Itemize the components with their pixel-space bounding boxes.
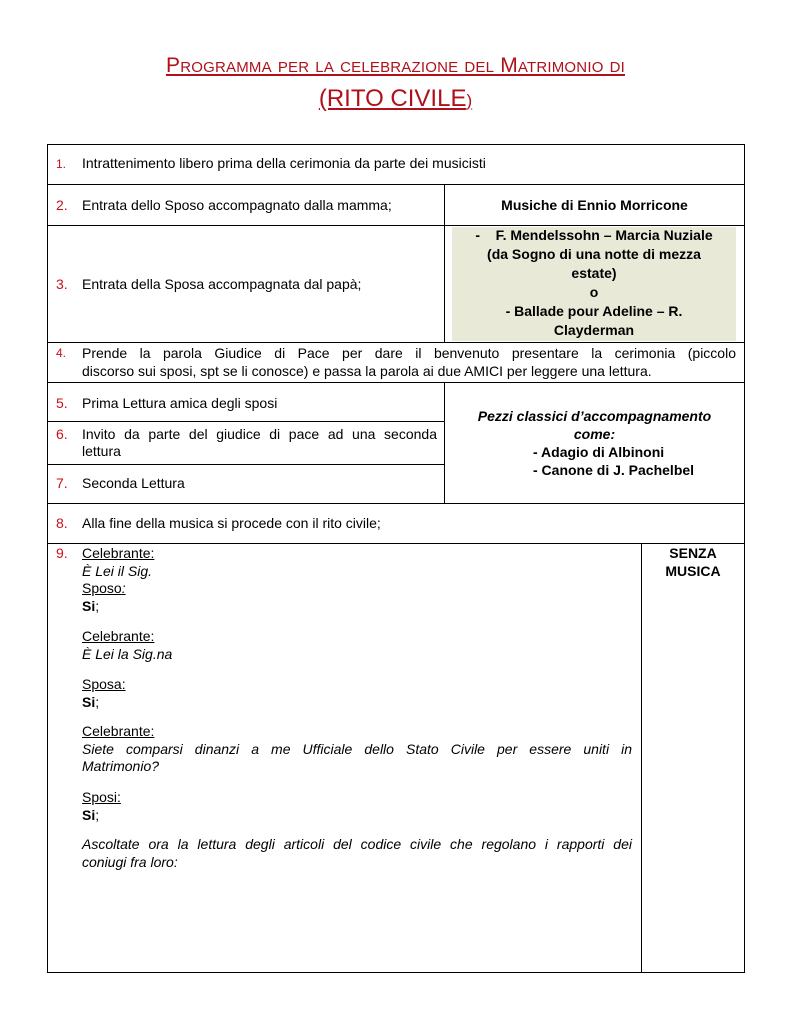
row-4-text-line-1: Prende la parola Giudice di Pace per dare il benvenuto presentare la cerimonia (piccolo <box>82 345 736 361</box>
row-3-music-line: estate) <box>571 265 617 281</box>
question-marriage-line-2: Matrimonio? <box>82 758 160 774</box>
question-signorina: È Lei la Sig.na <box>82 645 173 662</box>
row-4-text-line-2: discorso sui sposi, spt se li conosce) e passa la parola ai due AMICI per leggere una lettura. <box>82 363 652 379</box>
row-3-music-line: Clayderman <box>553 322 635 338</box>
row-2-number: 2. <box>56 197 68 213</box>
row-6-text-line-2: lettura <box>82 443 121 459</box>
title-closing-paren: ) <box>466 91 473 110</box>
dialogue-block-4 <box>82 723 632 776</box>
row-3-text: Entrata della Sposa accompagnata dal papà; <box>82 276 362 292</box>
dialogue-block-5 <box>82 789 632 824</box>
row-3-music <box>452 226 736 340</box>
classical-heading-2: come: <box>573 426 616 442</box>
sposi-label: Sposi: <box>82 789 121 805</box>
title-line-1: Programma per la celebrazione del Matrimonio di <box>165 54 626 77</box>
answer-semicolon: ; <box>95 806 100 823</box>
celebrante-label: Celebrante: <box>82 628 155 644</box>
row-8-number: 8. <box>56 515 68 531</box>
answer-line <box>82 598 632 616</box>
row-8-text: Alla fine della musica si procede con il rito civile; <box>82 515 381 531</box>
row-4-number: 4. <box>56 346 67 360</box>
column-divider <box>641 543 642 973</box>
row-7-text: Seconda Lettura <box>82 475 185 491</box>
answer-semicolon: ; <box>95 693 100 710</box>
row-3-music-line: o <box>589 284 599 300</box>
closing-line-1: Ascoltate ora la lettura degli articoli del codice civile che regolano i rapporti dei <box>82 836 632 852</box>
no-music-line-1: SENZA <box>669 545 717 561</box>
answer-semicolon: ; <box>95 597 100 614</box>
row-2-text: Entrata dello Sposo accompagnato dalla mamma; <box>82 197 392 213</box>
closing-line-2: coniugi fra loro: <box>82 853 178 870</box>
no-music-line-2: MUSICA <box>665 563 721 579</box>
row-divider <box>47 421 444 422</box>
celebrante-label: Celebrante: <box>82 723 155 739</box>
dialogue-block-6 <box>82 836 632 871</box>
classical-item-1: - Adagio di Albinoni <box>533 444 665 460</box>
answer-line <box>82 694 632 712</box>
row-2-music: Musiche di Ennio Morricone <box>501 197 688 213</box>
sposo-label-line <box>82 580 632 598</box>
row-5-text: Prima Lettura amica degli sposi <box>82 395 278 411</box>
classical-item-2: - Canone di J. Pachelbel <box>533 462 695 478</box>
sposo-label: Sposo <box>82 580 122 596</box>
sposa-label: Sposa: <box>82 676 126 692</box>
dialogue-block-3 <box>82 676 632 711</box>
row-divider <box>47 464 444 465</box>
question-sig: È Lei il Sig. <box>82 562 153 579</box>
answer-line <box>82 807 632 825</box>
row-3-music-line: (da Sogno di una notte di mezza <box>487 246 701 262</box>
title-rito-civile: (RITO CIVILE <box>318 85 467 112</box>
dialogue-block-1 <box>82 545 632 615</box>
dialogue-block-2 <box>82 628 632 663</box>
row-3-music-line: - F. Mendelssohn – Marcia Nuziale <box>475 227 713 243</box>
row-6-number: 6. <box>56 426 68 442</box>
row-divider <box>47 184 745 185</box>
row-divider <box>47 342 745 343</box>
title-line-2 <box>0 85 791 113</box>
row-divider <box>47 503 745 504</box>
classical-heading-1: Pezzi classici d’accompagnamento <box>477 408 712 424</box>
row-7-number: 7. <box>56 475 68 491</box>
answer-si: Si <box>82 693 96 710</box>
row-3-music-line: - Ballade pour Adeline – R. <box>505 303 683 319</box>
row-9-number: 9. <box>56 545 68 561</box>
answer-si: Si <box>82 806 96 823</box>
answer-si: Si <box>82 597 96 614</box>
row-3-number: 3. <box>56 276 68 292</box>
celebrante-label: Celebrante: <box>82 545 155 561</box>
row-6-text-line-1: Invito da parte del giudice di pace ad una seconda <box>82 426 437 442</box>
question-marriage-line-1: Siete comparsi dinanzi a me Ufficiale dello Stato Civile per essere uniti in <box>82 740 632 757</box>
row-1-text: Intrattenimento libero prima della cerimonia da parte dei musicisti <box>82 155 486 171</box>
row-divider <box>47 382 745 383</box>
row-1-number: 1. <box>56 157 67 171</box>
row-5-number: 5. <box>56 395 68 411</box>
sposo-colon: : <box>121 580 126 596</box>
